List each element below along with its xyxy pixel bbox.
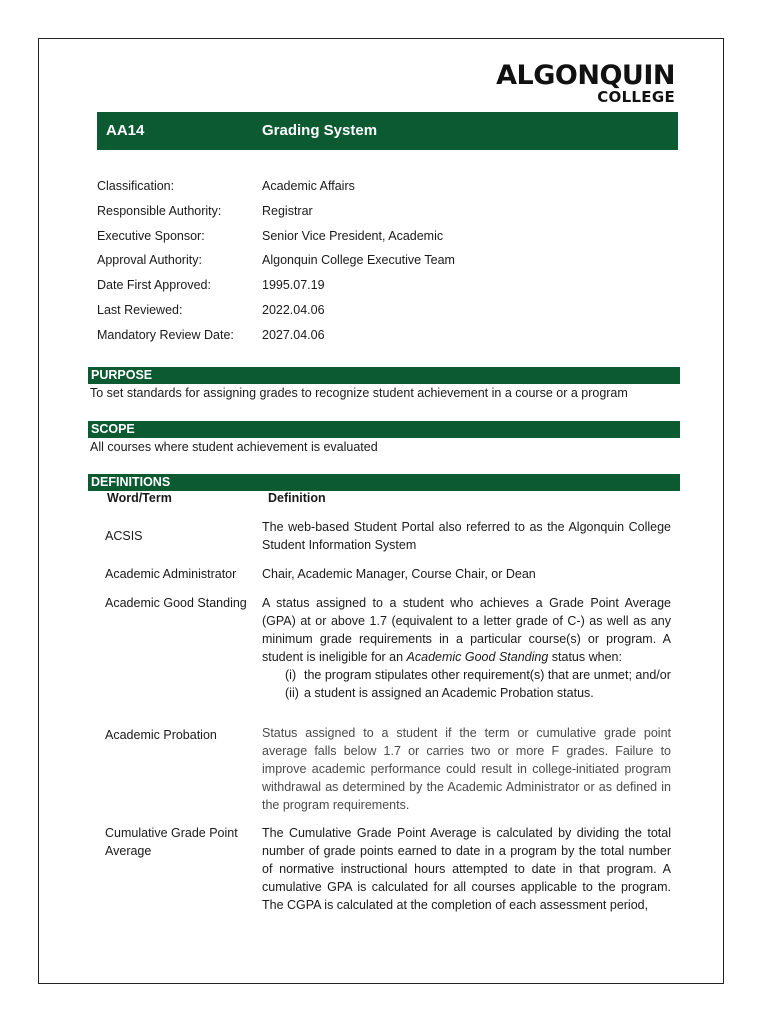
- policy-code: AA14: [106, 122, 145, 139]
- definition-intro: A status assigned to a student who achieves a Grade Point Average (GPA) at or above 1.7 (equivalent to a letter grade of C-) as well as any minimum grade requirements in a particular course(s) or program. A student is ineligible for an: [262, 596, 671, 664]
- meta-value: 1995.07.19: [262, 278, 325, 293]
- list-item: [262, 684, 671, 702]
- definition-term: ACSIS: [105, 529, 143, 543]
- meta-key: Executive Sponsor:: [97, 228, 205, 243]
- list-text: a student is assigned an Academic Probation status.: [304, 686, 594, 700]
- meta-value: 2022.04.06: [262, 302, 325, 317]
- definition-paragraph: [262, 594, 671, 666]
- definition-term: Academic Administrator: [105, 567, 237, 581]
- meta-key: Responsible Authority:: [97, 203, 222, 218]
- definition-term: Cumulative Grade Point Average: [105, 826, 238, 858]
- definition-term: Academic Probation: [105, 728, 217, 742]
- meta-row: [97, 300, 657, 325]
- definition-condition-list: [262, 666, 671, 702]
- meta-key: Approval Authority:: [97, 253, 202, 268]
- purpose-text: To set standards for assigning grades to recognize student achievement in a course or a program: [90, 386, 628, 400]
- meta-key: Last Reviewed:: [97, 302, 183, 317]
- purpose-heading: PURPOSE: [88, 367, 680, 384]
- definition-text: The Cumulative Grade Point Average is calculated by dividing the total number of grade points earned to date in a program by the total number of normative instructional hours attempted to date in that program. A cumulative GPA is calculated for all courses applicable to the program. The CGPA is calculated at the completion of each assessment period,: [262, 826, 671, 912]
- algonquin-college-logo: [496, 62, 675, 105]
- meta-row: [97, 325, 657, 350]
- policy-metadata: [97, 176, 657, 350]
- list-number: (i): [285, 668, 297, 682]
- policy-title: Grading System: [262, 122, 378, 139]
- definition-emphasis: Academic Good Standing: [406, 650, 549, 664]
- policy-title-bar: [97, 112, 678, 150]
- definition-term: Academic Good Standing: [105, 596, 247, 610]
- definition-text-good-standing: [262, 594, 671, 702]
- list-text: the program stipulates other requirement(s) that are unmet; and/or: [304, 668, 671, 682]
- definition-text: The web-based Student Portal also referred to as the Algonquin College Student Information System: [262, 520, 671, 552]
- meta-row: [97, 275, 657, 300]
- meta-row: [97, 201, 657, 226]
- scope-heading: SCOPE: [88, 421, 680, 438]
- meta-value: Algonquin College Executive Team: [262, 253, 455, 268]
- meta-key: Mandatory Review Date:: [97, 327, 234, 342]
- list-item: [262, 666, 671, 684]
- definitions-heading: DEFINITIONS: [88, 474, 680, 491]
- definitions-column-definition: Definition: [268, 491, 326, 505]
- meta-row: [97, 176, 657, 201]
- definition-text: Status assigned to a student if the term or cumulative grade point average falls below 1.7 or carries two or more F grades. Failure to improve academic performance could result in college-initiated program withdrawal as determined by the Academic Administrator or as defined in the program requirements.: [262, 726, 671, 812]
- meta-value: Registrar: [262, 203, 313, 218]
- scope-text: All courses where student achievement is evaluated: [90, 440, 378, 454]
- meta-value: Academic Affairs: [262, 179, 355, 193]
- meta-value: Senior Vice President, Academic: [262, 228, 444, 243]
- list-number: (ii): [285, 686, 299, 700]
- definitions-column-term: Word/Term: [107, 491, 172, 505]
- definition-after: status when:: [548, 650, 622, 664]
- logo-sub: COLLEGE: [597, 88, 675, 106]
- meta-row: [97, 226, 657, 251]
- meta-key: Classification:: [97, 179, 175, 193]
- definition-text: Chair, Academic Manager, Course Chair, or Dean: [262, 567, 536, 581]
- logo-brand: ALGONQUIN: [496, 60, 675, 91]
- meta-value: 2027.04.06: [262, 327, 325, 342]
- meta-key: Date First Approved:: [97, 278, 211, 293]
- meta-row: [97, 250, 657, 275]
